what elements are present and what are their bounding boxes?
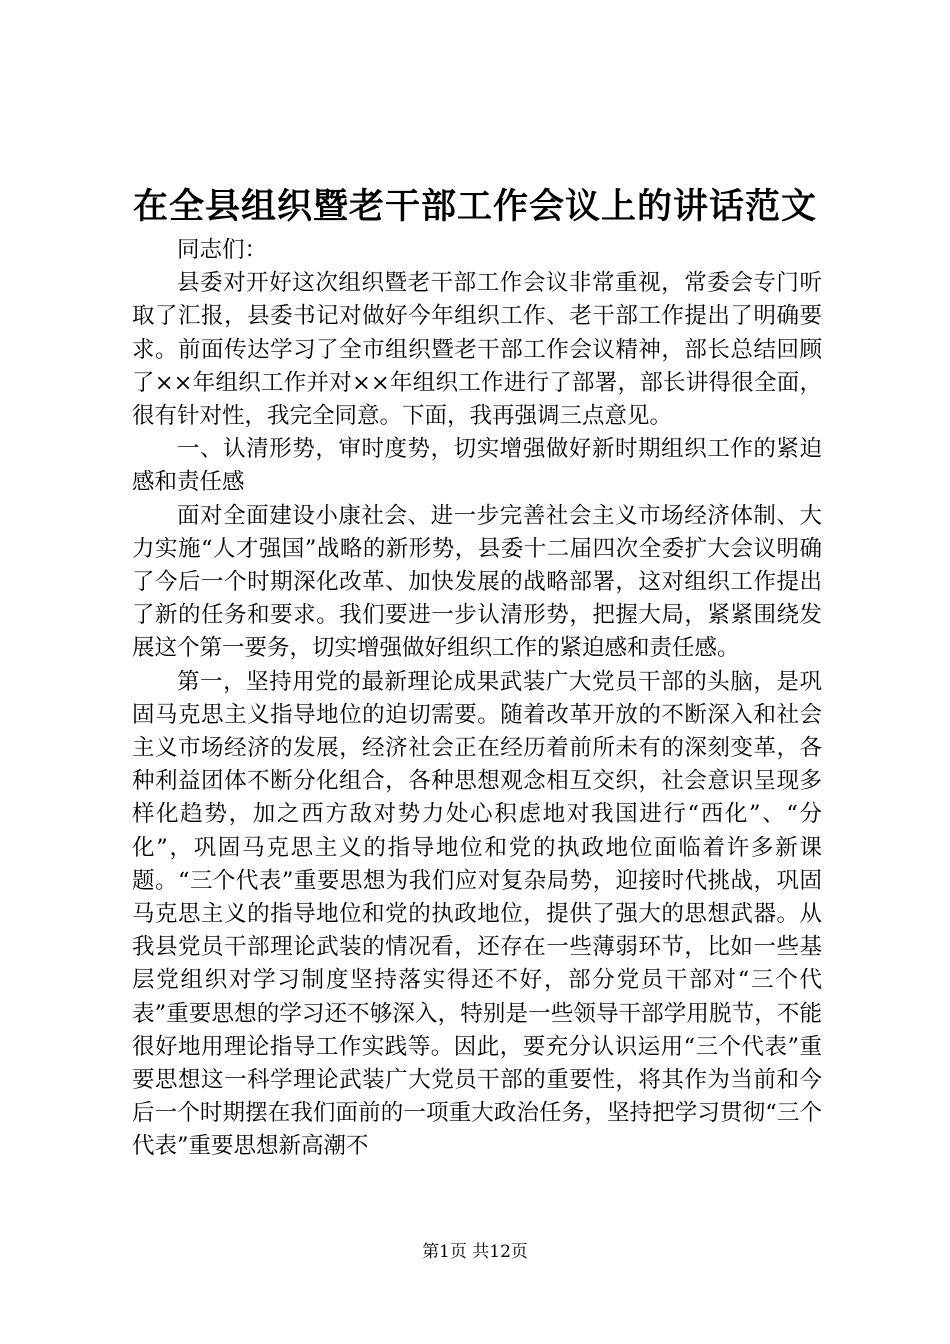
page-footer: 第1页 共12页 xyxy=(422,1242,528,1262)
body-paragraph: 县委对开好这次组织暨老干部工作会议非常重视，常委会专门听取了汇报，县委书记对做好今年组织工作、老干部工作提出了明确要求。前面传达学习了全市组织暨老干部工作会议精神，部长总结回顾了××年组织工作并对××年组织工作进行了部署，部长讲得很全面，很有针对性，我完全同意。下面，我再强调三点意见。 xyxy=(132,270,822,430)
section-heading: 一、认清形势，审时度势，切实增强做好新时期组织工作的紧迫感和责任感 xyxy=(132,436,822,496)
body-paragraph: 第一，坚持用党的最新理论成果武装广大党员干部的头脑，是巩固马克思主义指导地位的迫切需要。随着改革开放的不断深入和社会主义市场经济的发展，经济社会正在经历着前所未有的深刻变革，各种利益团体不断分化组合，各种思想观念相互交织，社会意识呈现多样化趋势，加之西方敌对势力处心积虑地对我国进行“西化”、“分化”，巩固马克思主义的指导地位和党的执政地位面临着许多新课题。“三个代表”重要思想为我们应对复杂局势，迎接时代挑战，巩固马克思主义的指导地位和党的执政地位，提供了强大的思想武器。从我县党员干部理论武装的情况看，还存在一些薄弱环节，比如一些基层党组织对学习制度坚持落实得还不好，部分党员干部对“三个代表”重要思想的学习还不够深入，特别是一些领导干部学用脱节，不能很好地用理论指导工作实践等。因此，要充分认识运用“三个代表”重要思想这一科学理论武装广大党员干部的重要性，将其作为当前和今后一个时期摆在我们面前的一项重大政治任务，坚持把学习贯彻“三个代表”重要思想新高潮不 xyxy=(132,668,822,1160)
salutation: 同志们： xyxy=(177,237,268,263)
body-paragraph: 面对全面建设小康社会、进一步完善社会主义市场经济体制、大力实施“人才强国”战略的新形势，县委十二届四次全委扩大会议明确了今后一个时期深化改革、加快发展的战略部署，这对组织工作提出了新的任务和要求。我们要进一步认清形势，把握大局，紧紧围绕发展这个第一要务，切实增强做好组织工作的紧迫感和责任感。 xyxy=(132,502,822,662)
document-body xyxy=(132,234,822,1164)
document-title: 在全县组织暨老干部工作会议上的讲话范文 xyxy=(132,186,817,227)
